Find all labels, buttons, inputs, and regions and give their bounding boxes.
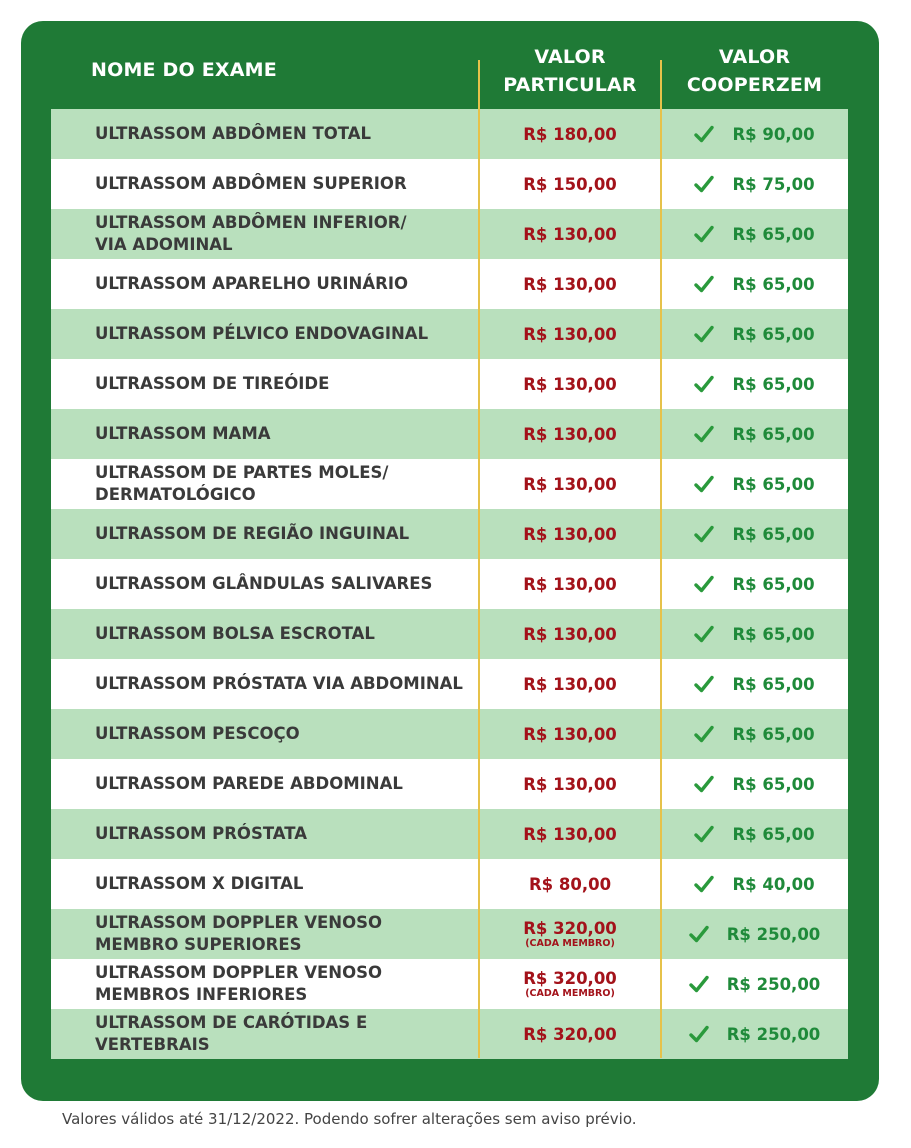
header-cooperzem-line1: VALOR [718, 46, 791, 68]
exam-name-line1: ULTRASSOM DE CARÓTIDAS E VERTEBRAIS [95, 1013, 368, 1054]
exam-name [51, 273, 479, 295]
check-icon [694, 475, 714, 493]
check-icon [694, 525, 714, 543]
table-row [51, 209, 848, 259]
price-cooperzem: R$ 65,00 [732, 724, 815, 744]
exam-name [51, 462, 479, 506]
valor-cooperzem [661, 725, 848, 744]
check-icon [694, 425, 714, 443]
price-cooperzem: R$ 65,00 [732, 274, 815, 294]
price-cooperzem: R$ 40,00 [732, 874, 815, 894]
exam-name [51, 623, 479, 645]
price-particular: R$ 130,00 [523, 474, 617, 494]
check-icon [694, 325, 714, 343]
exam-name-line1: ULTRASSOM ABDÔMEN TOTAL [95, 124, 371, 143]
check-icon [694, 125, 714, 143]
valor-cooperzem [661, 175, 848, 194]
valor-cooperzem [661, 975, 848, 994]
header-valor-particular [479, 43, 661, 99]
price-cooperzem: R$ 250,00 [726, 974, 821, 994]
price-particular: R$ 180,00 [523, 124, 617, 144]
check-icon [694, 875, 714, 893]
check-icon [689, 925, 709, 943]
price-particular: R$ 130,00 [523, 374, 617, 394]
exam-name [51, 673, 479, 695]
table-row [51, 909, 848, 959]
valor-cooperzem [661, 625, 848, 644]
column-divider-2 [660, 60, 662, 1058]
exam-price-table [51, 109, 848, 1059]
valor-cooperzem [661, 875, 848, 894]
check-icon [689, 975, 709, 993]
valor-particular [479, 475, 661, 494]
exam-name [51, 1012, 479, 1056]
exam-name-line1: ULTRASSOM APARELHO URINÁRIO [95, 274, 409, 293]
table-row [51, 159, 848, 209]
price-cooperzem: R$ 250,00 [726, 1024, 821, 1044]
exam-name-line1: ULTRASSOM DE PARTES MOLES/ [95, 463, 389, 482]
table-row [51, 709, 848, 759]
check-icon [694, 225, 714, 243]
valor-particular [479, 375, 661, 394]
valor-particular [479, 1025, 661, 1044]
price-particular: R$ 130,00 [523, 524, 617, 544]
validity-note: Valores válidos até 31/12/2022. Podendo sofrer alterações sem aviso prévio. [62, 1110, 637, 1128]
valor-cooperzem [661, 775, 848, 794]
exam-name-line1: ULTRASSOM PRÓSTATA [95, 824, 308, 843]
exam-name-line1: ULTRASSOM DOPPLER VENOSO [95, 913, 383, 932]
exam-name [51, 912, 479, 956]
exam-name-line1: ULTRASSOM PÉLVICO ENDOVAGINAL [95, 324, 429, 343]
header-valor-cooperzem [661, 43, 848, 99]
table-row [51, 609, 848, 659]
valor-particular [479, 125, 661, 144]
exam-name [51, 573, 479, 595]
valor-cooperzem [661, 825, 848, 844]
valor-cooperzem [661, 1025, 848, 1044]
price-particular: R$ 130,00 [523, 724, 617, 744]
table-row [51, 1009, 848, 1059]
exam-name-line2: MEMBRO SUPERIORES [95, 935, 302, 954]
exam-name [51, 962, 479, 1006]
exam-name-line1: ULTRASSOM DOPPLER VENOSO [95, 963, 383, 982]
exam-name-line2: MEMBROS INFERIORES [95, 985, 308, 1004]
exam-name-line1: ULTRASSOM MAMA [95, 424, 271, 443]
price-particular: R$ 130,00 [523, 774, 617, 794]
price-particular: R$ 80,00 [528, 874, 612, 894]
price-cooperzem: R$ 65,00 [732, 524, 815, 544]
exam-name-line1: ULTRASSOM X DIGITAL [95, 874, 304, 893]
valor-particular [479, 725, 661, 744]
price-cooperzem: R$ 65,00 [732, 424, 815, 444]
exam-name-line1: ULTRASSOM BOLSA ESCROTAL [95, 624, 375, 643]
price-particular: R$ 130,00 [523, 274, 617, 294]
table-row [51, 859, 848, 909]
table-row [51, 509, 848, 559]
exam-name-line1: ULTRASSOM PESCOÇO [95, 724, 300, 743]
price-cooperzem: R$ 65,00 [732, 474, 815, 494]
price-particular: R$ 130,00 [523, 574, 617, 594]
exam-name-line1: ULTRASSOM PAREDE ABDOMINAL [95, 774, 403, 793]
price-cooperzem: R$ 65,00 [732, 774, 815, 794]
price-cooperzem: R$ 65,00 [732, 824, 815, 844]
price-note: (CADA MEMBRO) [525, 938, 615, 949]
table-header [21, 21, 879, 109]
valor-particular [479, 675, 661, 694]
table-row [51, 259, 848, 309]
table-row [51, 309, 848, 359]
exam-name-line1: ULTRASSOM ABDÔMEN SUPERIOR [95, 174, 407, 193]
valor-particular [479, 625, 661, 644]
header-cooperzem-line2: COOPERZEM [686, 74, 823, 96]
table-row [51, 109, 848, 159]
check-icon [694, 375, 714, 393]
check-icon [694, 575, 714, 593]
exam-name [51, 173, 479, 195]
valor-cooperzem [661, 575, 848, 594]
valor-particular [479, 225, 661, 244]
price-cooperzem: R$ 65,00 [732, 324, 815, 344]
exam-name-line1: ULTRASSOM GLÂNDULAS SALIVARES [95, 574, 433, 593]
price-particular: R$ 130,00 [523, 224, 617, 244]
exam-name-line1: ULTRASSOM DE REGIÃO INGUINAL [95, 524, 410, 543]
price-cooperzem: R$ 65,00 [732, 224, 815, 244]
price-particular: R$ 130,00 [523, 424, 617, 444]
exam-name [51, 723, 479, 745]
check-icon [689, 1025, 709, 1043]
check-icon [694, 825, 714, 843]
check-icon [694, 725, 714, 743]
exam-name [51, 323, 479, 345]
valor-cooperzem [661, 375, 848, 394]
table-row [51, 959, 848, 1009]
exam-name [51, 373, 479, 395]
exam-name-line2: DERMATOLÓGICO [95, 485, 256, 504]
valor-particular [479, 425, 661, 444]
price-cooperzem: R$ 65,00 [732, 574, 815, 594]
table-row [51, 809, 848, 859]
price-particular: R$ 130,00 [523, 324, 617, 344]
price-cooperzem: R$ 65,00 [732, 674, 815, 694]
header-particular-line2: PARTICULAR [503, 74, 637, 96]
valor-cooperzem [661, 525, 848, 544]
valor-particular [479, 325, 661, 344]
valor-cooperzem [661, 925, 848, 944]
price-cooperzem: R$ 90,00 [732, 124, 815, 144]
check-icon [694, 625, 714, 643]
price-particular: R$ 150,00 [523, 174, 617, 194]
price-particular: R$ 320,00 [523, 969, 617, 988]
exam-name-line2: VIA ADOMINAL [95, 235, 233, 254]
price-cooperzem: R$ 65,00 [732, 624, 815, 644]
price-cooperzem: R$ 250,00 [726, 924, 821, 944]
valor-cooperzem [661, 675, 848, 694]
table-row [51, 559, 848, 609]
exam-name [51, 523, 479, 545]
valor-particular [479, 525, 661, 544]
valor-cooperzem [661, 125, 848, 144]
valor-particular [479, 575, 661, 594]
header-particular-line1: VALOR [534, 46, 606, 68]
exam-name-line1: ULTRASSOM PRÓSTATA VIA ABDOMINAL [95, 674, 463, 693]
valor-cooperzem [661, 325, 848, 344]
exam-name-line1: ULTRASSOM DE TIREÓIDE [95, 374, 330, 393]
exam-name [51, 823, 479, 845]
column-divider-1 [478, 60, 480, 1058]
valor-cooperzem [661, 425, 848, 444]
price-particular: R$ 130,00 [523, 624, 617, 644]
table-row [51, 759, 848, 809]
price-cooperzem: R$ 75,00 [732, 174, 815, 194]
price-particular: R$ 130,00 [523, 824, 617, 844]
valor-particular [479, 275, 661, 294]
valor-particular [479, 775, 661, 794]
table-row [51, 409, 848, 459]
table-row [51, 459, 848, 509]
exam-name [51, 212, 479, 256]
price-cooperzem: R$ 65,00 [732, 374, 815, 394]
exam-name [51, 773, 479, 795]
table-row [51, 659, 848, 709]
exam-name [51, 423, 479, 445]
valor-particular [479, 175, 661, 194]
valor-cooperzem [661, 275, 848, 294]
price-particular: R$ 130,00 [523, 674, 617, 694]
exam-name-line1: ULTRASSOM ABDÔMEN INFERIOR/ [95, 213, 407, 232]
valor-particular [479, 919, 661, 949]
valor-particular [479, 969, 661, 999]
check-icon [694, 175, 714, 193]
valor-particular [479, 825, 661, 844]
valor-particular [479, 875, 661, 894]
valor-cooperzem [661, 225, 848, 244]
header-exam-name: NOME DO EXAME [91, 59, 277, 81]
price-note: (CADA MEMBRO) [525, 988, 615, 999]
table-row [51, 359, 848, 409]
price-particular: R$ 320,00 [523, 919, 617, 938]
exam-name [51, 873, 479, 895]
check-icon [694, 675, 714, 693]
valor-cooperzem [661, 475, 848, 494]
exam-name [51, 123, 479, 145]
check-icon [694, 275, 714, 293]
price-particular: R$ 320,00 [523, 1024, 617, 1044]
check-icon [694, 775, 714, 793]
